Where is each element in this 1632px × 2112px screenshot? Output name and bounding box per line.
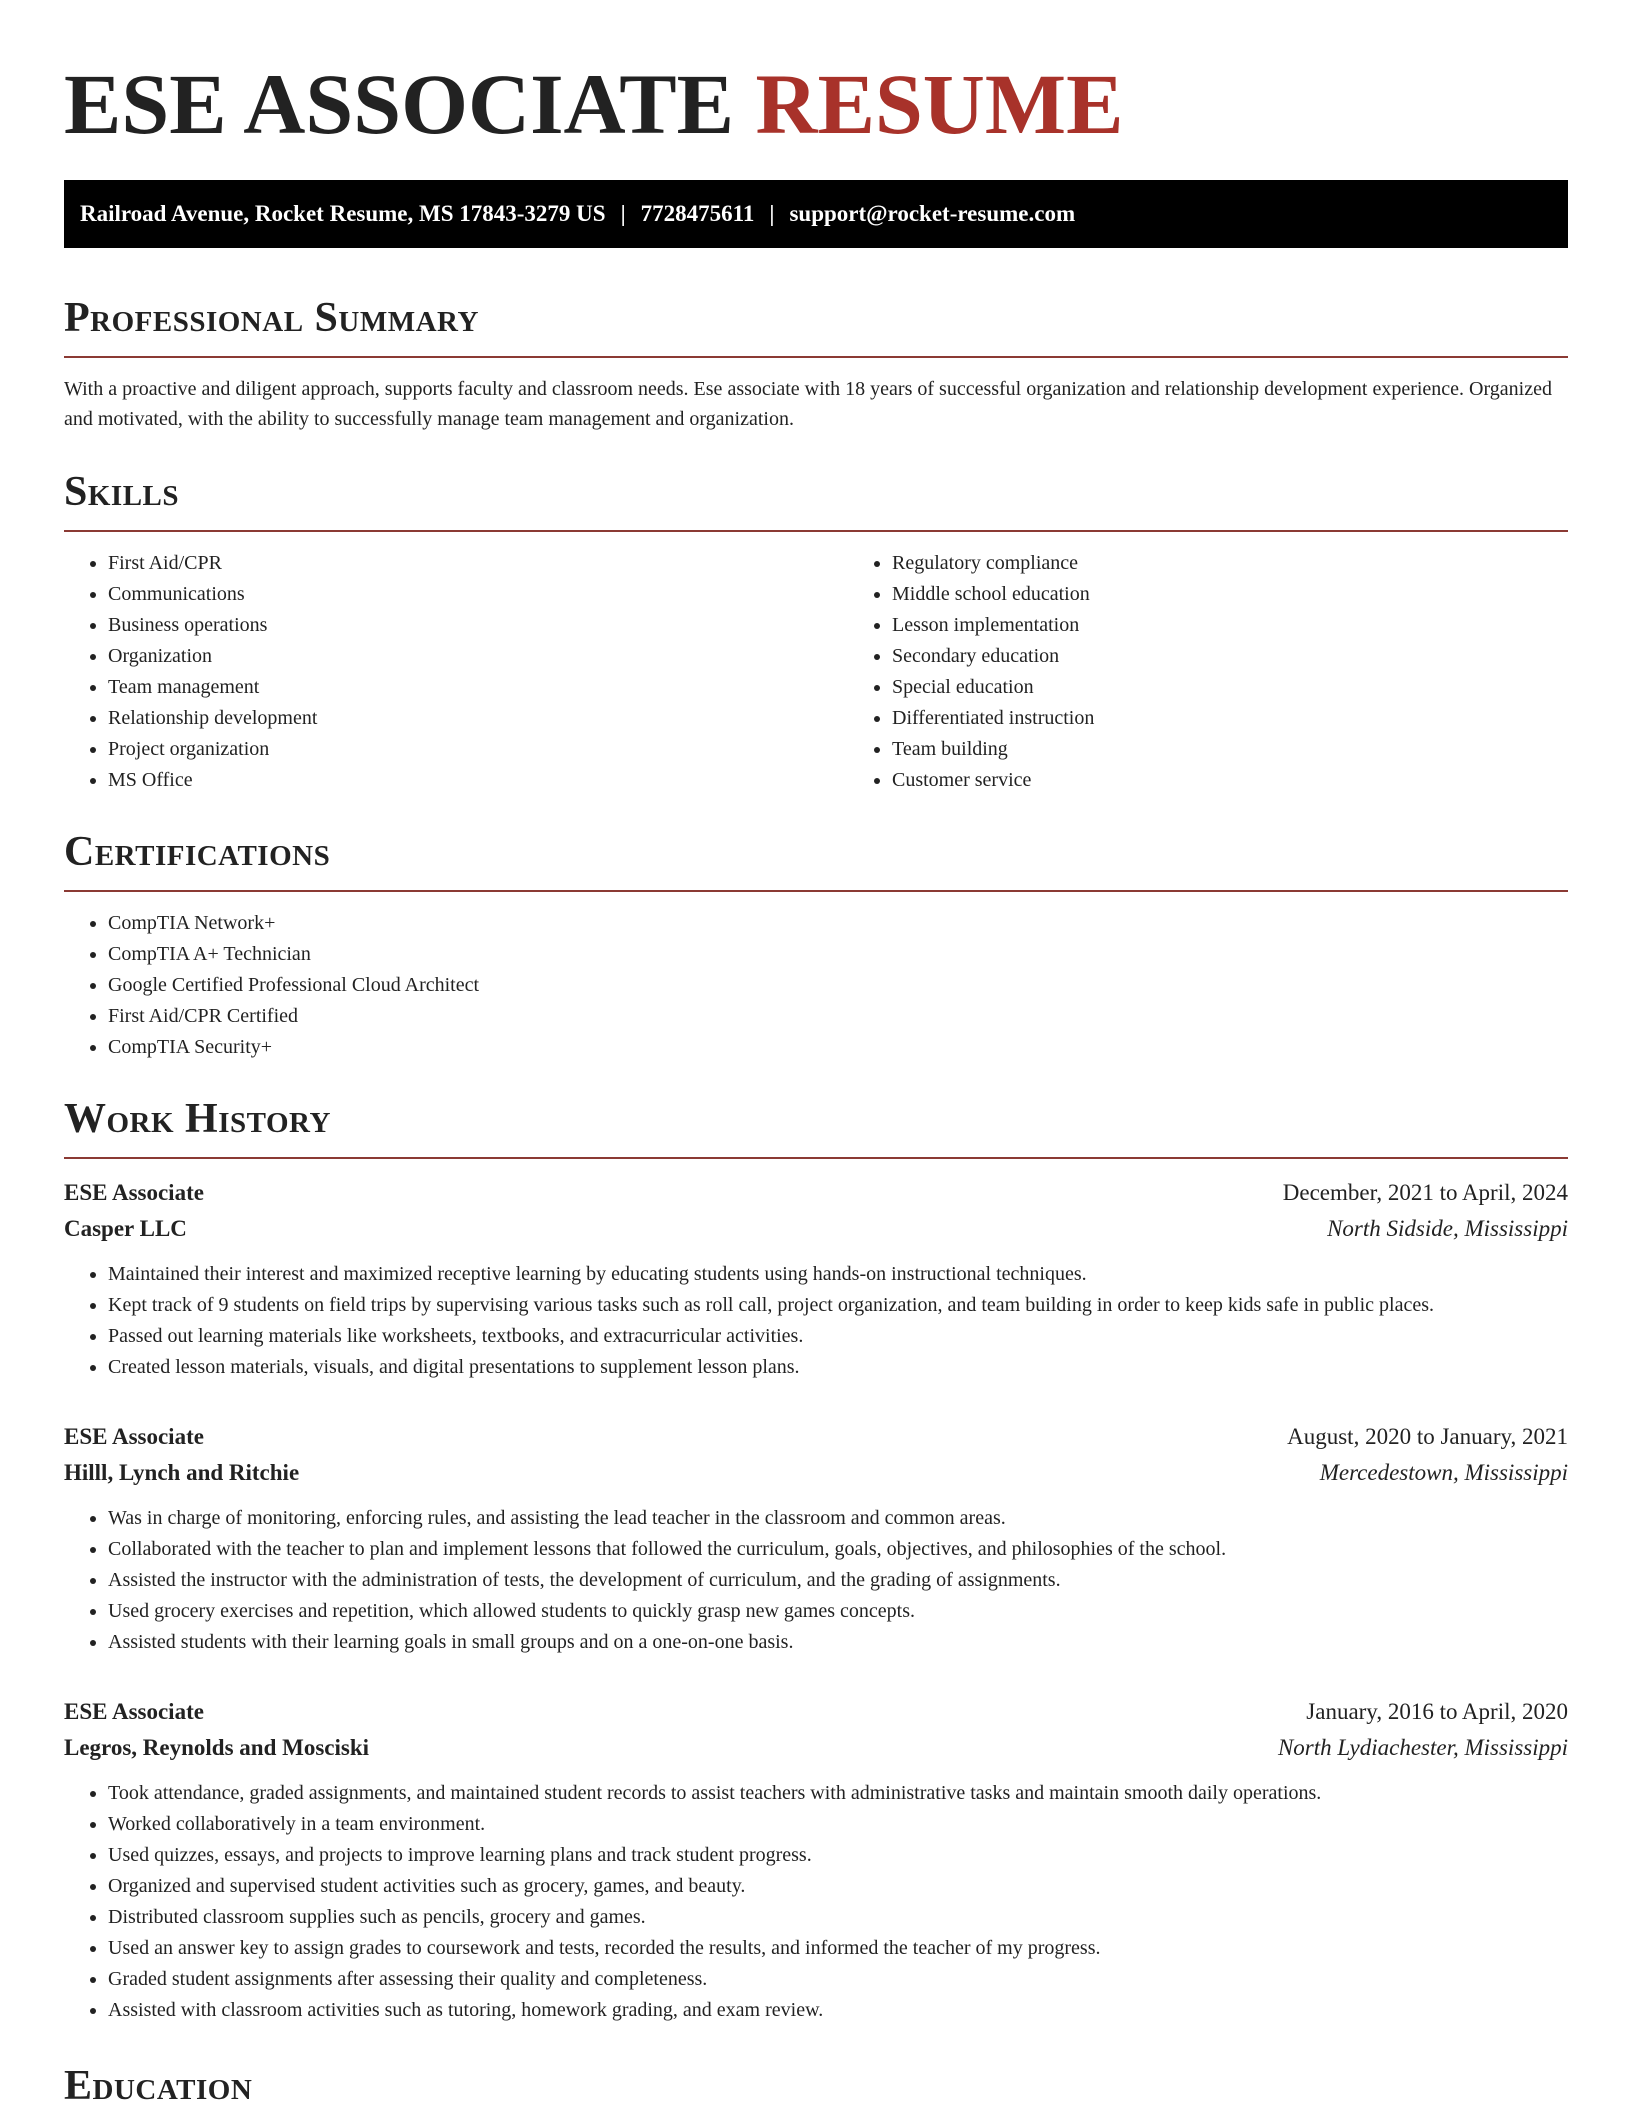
skills-list-right: [848, 548, 1568, 796]
title-main: ESE ASSOCIATE: [64, 56, 734, 152]
contact-address: Railroad Avenue, Rocket Resume, MS 17843-3279 US: [80, 201, 606, 226]
work-history-section: [64, 1093, 1568, 2026]
job-duty-item: • Worked collaboratively in a team environment.: [108, 1809, 1568, 1840]
job-duty-item: • Passed out learning materials like worksheets, textbooks, and extracurricular activities.: [108, 1321, 1568, 1352]
job-duty-item: • Collaborated with the teacher to plan and implement lessons that followed the curriculum, goals, objectives, and philosophies of the school.: [108, 1534, 1568, 1565]
job-duties-list: [64, 1778, 1568, 2026]
contact-separator: |: [620, 201, 626, 226]
summary-text: With a proactive and diligent approach, supports faculty and classroom needs. Ese associate with 18 years of successful organization and relationship development experience. Organized and motivated, with the ability to successfully manage team management and organization.: [64, 378, 1552, 430]
skill-item: • Differentiated instruction: [892, 703, 1568, 734]
job-company: Hilll, Lynch and Ritchie: [64, 1460, 300, 1485]
certification-item: • First Aid/CPR Certified: [108, 1001, 1568, 1032]
skill-item: • Regulatory compliance: [892, 548, 1568, 579]
certifications-list: [64, 908, 1568, 1063]
job-duty-item: • Was in charge of monitoring, enforcing rules, and assisting the lead teacher in the classroom and common areas.: [108, 1503, 1568, 1534]
skill-item: • Project organization: [108, 734, 848, 765]
contact-separator: |: [769, 201, 775, 226]
section-heading-certifications: Certifications: [64, 826, 1568, 892]
job-company: Casper LLC: [64, 1216, 187, 1241]
section-heading-summary: Professional Summary: [64, 292, 1568, 358]
job-company-row: [64, 1455, 1568, 1491]
job-duty-item: • Used grocery exercises and repetition, which allowed students to quickly grasp new games concepts.: [108, 1596, 1568, 1627]
job-location: North Sidside, Mississippi: [1327, 1216, 1568, 1241]
job-company-row: [64, 1730, 1568, 1766]
skill-item: • Relationship development: [108, 703, 848, 734]
skill-item: • Team management: [108, 672, 848, 703]
skill-item: • Secondary education: [892, 641, 1568, 672]
skill-item: • Middle school education: [892, 579, 1568, 610]
skill-item: • First Aid/CPR: [108, 548, 848, 579]
job-dates: January, 2016 to April, 2020: [1306, 1699, 1568, 1724]
certification-item: • Google Certified Professional Cloud Architect: [108, 970, 1568, 1001]
skill-item: • Communications: [108, 579, 848, 610]
job-entry: [64, 1694, 1568, 2026]
professional-summary-section: [64, 292, 1568, 434]
skill-item: • Special education: [892, 672, 1568, 703]
skills-list-left: [64, 548, 848, 796]
job-title: ESE Associate: [64, 1424, 204, 1449]
section-heading-work-history: Work History: [64, 1093, 1568, 1159]
job-location: Mercedestown, Mississippi: [1319, 1460, 1568, 1485]
job-duty-item: • Created lesson materials, visuals, and digital presentations to supplement lesson plans.: [108, 1352, 1568, 1383]
section-heading-education: Education: [64, 2060, 1568, 2112]
skill-item: • MS Office: [108, 765, 848, 796]
job-title: ESE Associate: [64, 1699, 204, 1724]
job-header-row: [64, 1419, 1568, 1455]
job-duty-item: • Maintained their interest and maximized receptive learning by educating students using hands-on instructional techniques.: [108, 1259, 1568, 1290]
job-location: North Lydiachester, Mississippi: [1277, 1735, 1568, 1760]
job-duty-item: • Used quizzes, essays, and projects to improve learning plans and track student progress.: [108, 1840, 1568, 1871]
contact-email: support@rocket-resume.com: [789, 201, 1076, 226]
job-duty-item: • Distributed classroom supplies such as pencils, grocery and games.: [108, 1902, 1568, 1933]
job-duty-item: • Graded student assignments after assessing their quality and completeness.: [108, 1964, 1568, 1995]
contact-bar: [64, 180, 1568, 248]
job-duty-item: • Used an answer key to assign grades to coursework and tests, recorded the results, and informed the teacher of my progress.: [108, 1933, 1568, 1964]
skill-item: • Organization: [108, 641, 848, 672]
resume-title: [64, 0, 1568, 152]
certification-item: • CompTIA Security+: [108, 1032, 1568, 1063]
skill-item: • Team building: [892, 734, 1568, 765]
job-entry: [64, 1419, 1568, 1658]
job-duty-item: • Assisted students with their learning goals in small groups and on a one-on-one basis.: [108, 1627, 1568, 1658]
job-company-row: [64, 1211, 1568, 1247]
certifications-section: [64, 826, 1568, 1063]
title-accent: RESUME: [755, 56, 1124, 152]
section-heading-skills: Skills: [64, 466, 1568, 532]
job-dates: August, 2020 to January, 2021: [1287, 1424, 1568, 1449]
job-duty-item: • Assisted the instructor with the administration of tests, the development of curriculum, and the grading of assignments.: [108, 1565, 1568, 1596]
job-dates: December, 2021 to April, 2024: [1282, 1180, 1568, 1205]
skills-section: [64, 466, 1568, 796]
job-header-row: [64, 1175, 1568, 1211]
job-duty-item: • Took attendance, graded assignments, and maintained student records to assist teachers with administrative tasks and maintain smooth daily operations.: [108, 1778, 1568, 1809]
job-title: ESE Associate: [64, 1180, 204, 1205]
job-duties-list: [64, 1259, 1568, 1383]
skill-item: • Business operations: [108, 610, 848, 641]
education-section: [64, 2060, 1568, 2112]
skill-item: • Customer service: [892, 765, 1568, 796]
certification-item: • CompTIA A+ Technician: [108, 939, 1568, 970]
job-duty-item: • Assisted with classroom activities such as tutoring, homework grading, and exam review.: [108, 1995, 1568, 2026]
job-header-row: [64, 1694, 1568, 1730]
contact-phone: 7728475611: [640, 201, 755, 226]
certification-item: • CompTIA Network+: [108, 908, 1568, 939]
skill-item: • Lesson implementation: [892, 610, 1568, 641]
job-duty-item: • Organized and supervised student activities such as grocery, games, and beauty.: [108, 1871, 1568, 1902]
skills-grid: [64, 548, 1568, 796]
job-duties-list: [64, 1503, 1568, 1658]
job-entry: [64, 1175, 1568, 1383]
job-duty-item: • Kept track of 9 students on field trips by supervising various tasks such as roll call, project organization, and team building in order to keep kids safe in public places.: [108, 1290, 1568, 1321]
job-company: Legros, Reynolds and Mosciski: [64, 1735, 370, 1760]
